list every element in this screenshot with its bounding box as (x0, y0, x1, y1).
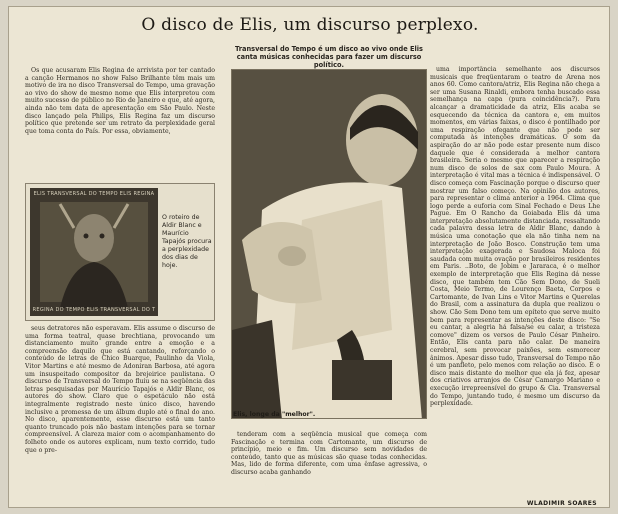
article-column-1-top: Os que acusaram Elis Regina de arrivista por ter cantado a canção Hermanos no show Falso Brilhante têm mais um motivo de ira no disco Transversal do Tempo, uma gravação ao vivo do show de mesmo nome que Elis interpretou com muito sucesso de público no Rio de Janeiro e que, até agora, ainda não tem data de apresentação em São Paulo. Neste disco lançado pela Philips, Elis Regina faz um discurso político que pretende ser um retrato da perplexidade geral que toma conta do País. Por essa, obviamente, (25, 67, 215, 135)
article-column-1-bottom: seus detratores não esperavam. Elis assume o discurso de uma forma teatral, quase brechtiana, provocando um distanciamento muito grande entre a emoção e a compreensão daquilo que está cantando, reforçando o conteúdo de letras de Chico Buarque, Paulinho da Viola, Vitor Martins e até mesmo de Adoniran Barbosa, até agora um insuspeitado compositor da brejeirice paulistana. O discurso de Transversal do Tempo fluiu se na seqüência das letras pesquisadas por Maurício Tapajós e Aldir Blanc, os autores do show. Claro que o espetáculo não está integralmente registrado neste único disco, havendo inclusive a promessa de um álbum duplo até o final do ano. No disco, aparentemente, esse discurso está um tanto quanto truncado pois não bastam intenções para se tornar compreensível. A clareza maior com o acompanhamento do folheto onde os autores explicam, num texto corrido, tudo que o pre- (25, 325, 215, 454)
article-column-3: uma importância semelhante aos discursos musicais que freqüentaram o teatro de Arena nos anos 60. Como cantora/atriz, Elis Regina não chega a ser uma Susana Rinaldi, embora tenha buscado essa semelhança na capa (pura coincidência?). Para alcançar a dramaticidade da atriz, Elis acaba se esquecendo da técnica da cantora e, em muitos momentos, em várias faixas, o disco é pontilhado por uma respiração ofegante que não pode ser computada às intenções dramáticas. O som da aspiração do ar não pode estar presente num disco daquele que é considerada a melhor cantora brasileira. Seria o mesmo que aparecer a respiração num disco de solos de sax com Paulo Moura. A interpretação é vital mas a técnica é indispensável. O disco começa com Fascinação porque o discurso quer mostrar um falso começo. Na opinião dos autores, para representar o clima anterior a 1964. Clima que logo perde a euforia com Sinal Fechado e Deus Lhe Pague. Em O Rancho da Goiabada Elis dá uma interpretação absolutamente distanciada, ressaltando cada palavra dessa letra de Aldir Blanc, dando à música uma conotação que ela não tinha nem na interpretação de João Bosco. Construção tem uma interpretação exagerada e Saudosa Maloca foi saudada com muita ovação por brasileiros residentes em Paris. ..Boto, de Jobim e Jararaca, é o melhor exemplo de interpretação que Elis Regina dá nesse disco, que também tem Cão Sem Dono, de Sueli Costa, Meio Termo, de Lourenço Baeta, Corpos e Cartomante, de Ivan Lins e Vitor Martins e Querelas do Brasil, com a assinatura da dupla que realizou o show. Cão Sem Dono tem um epíteto que serve muito bem para representar as intenções deste disco: "Se eu cantar, a alegria há falsa/se eu calar, a tristeza comove" dizem os versos de Paulo César Pinheiro. Então, Elis canta para não calar. De maneira cerebral, sem provocar paixões, sem esmorecer ânimos. Apesar disso tudo, Transversal do Tempo não é um panfleto, pelo menos com relação ao disco. É o disco mais distante do melhor que ela já fez, apesar dos criativos arranjos de César Camargo Mariano e execução irrepreensível do grupo & Cia. Transversal do Tempo, juntando tudo, é mesmo um discurso da perplexidade. (430, 66, 600, 408)
article-column-middle: tenderam com a seqüência musical que começa com Fascinação e termina com Cartomante, um discurso de princípio, meio e fim. Um discurso sem novidades de conteúdo, tanto que as músicas são quase todas conhecidas. Mas, lido de forma diferente, com uma ênfase agressiva, o discurso acaba ganhando (231, 431, 427, 476)
author-byline: WLADIMIR SOARES (526, 500, 597, 507)
album-cover-bottom-text: REGINA DO TEMPO ELIS TRANSVERSAL DO T (32, 307, 156, 313)
album-cover-inset (25, 183, 215, 321)
inset-caption: O roteiro de Aldir Blanc e Maurício Tapajós procura a perplexidade dos dias de hoje. (162, 214, 212, 269)
elis-photo (231, 69, 427, 419)
article-headline: O disco de Elis, um discurso perplexo. (141, 15, 479, 35)
elis-photo-art (232, 70, 427, 419)
photo-caption: Elis, longe da "melhor". (233, 411, 316, 418)
album-cover-art (30, 188, 158, 316)
album-cover-top-text: ELIS TRANSVERSAL DO TEMPO ELIS REGINA (33, 191, 155, 197)
album-cover-image (30, 188, 158, 316)
article-subtitle: Transversal do Tempo é um disco ao vivo onde Elis canta músicas conhecidas para fazer um discurso político. (235, 45, 423, 70)
newspaper-clipping (8, 6, 610, 508)
